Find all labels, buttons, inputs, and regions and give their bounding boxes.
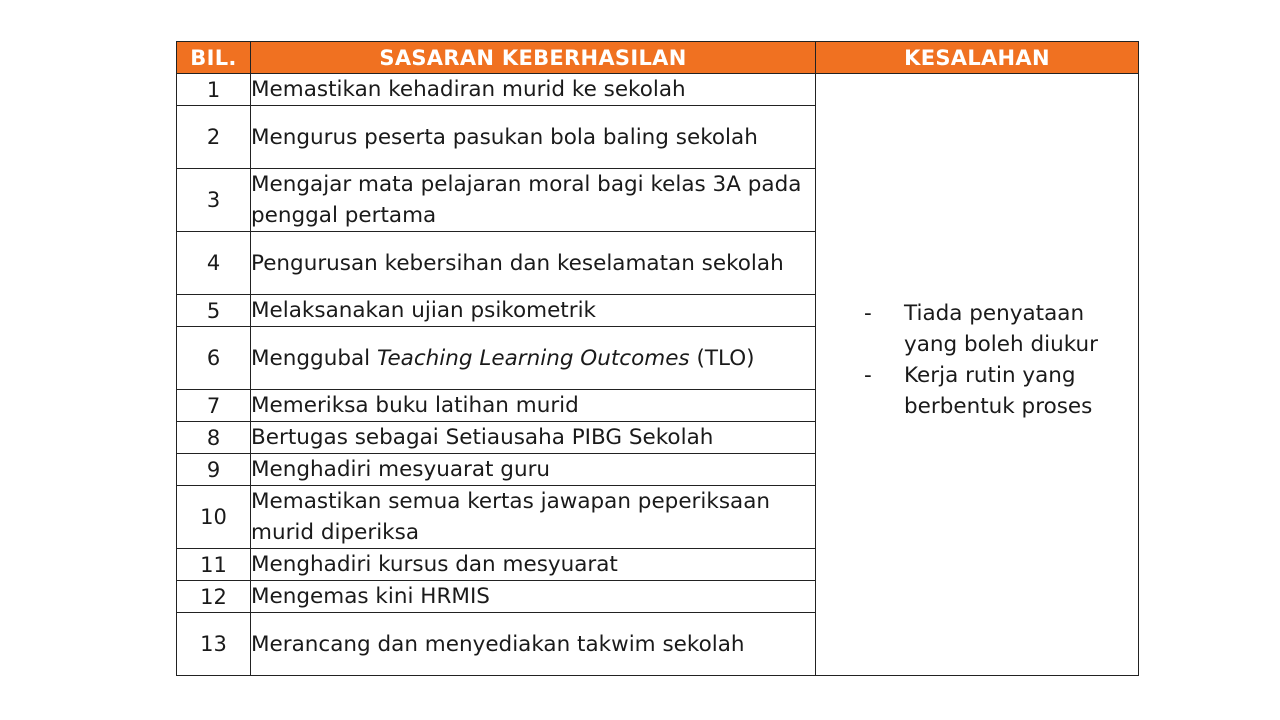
tlo-italic: Teaching Learning Outcomes: [376, 345, 690, 371]
error-list: [864, 298, 1124, 422]
tlo-suffix: (TLO): [689, 345, 755, 371]
row-target-text: Pengurusan kebersihan dan keselamatan sekolah: [251, 232, 816, 295]
row-target-text: Melaksanakan ujian psikometrik: [251, 295, 816, 327]
row-number: 9: [177, 454, 251, 486]
row-target-text: Bertugas sebagai Setiausaha PIBG Sekolah: [251, 422, 816, 454]
row-target-text: Menghadiri mesyuarat guru: [251, 454, 816, 486]
row-number: 2: [177, 106, 251, 169]
row-target-text: Mengemas kini HRMIS: [251, 581, 816, 613]
error-text: Tiada penyataan yang boleh diukur: [904, 301, 1098, 357]
error-item: [864, 360, 1124, 422]
tlo-prefix: Menggubal: [251, 345, 377, 371]
row-number: 8: [177, 422, 251, 454]
row-number: 1: [177, 74, 251, 106]
row-number: 5: [177, 295, 251, 327]
row-target-text: Memeriksa buku latihan murid: [251, 390, 816, 422]
target-table: [176, 41, 1139, 676]
error-dash: -: [864, 363, 872, 388]
error-item: [864, 298, 1124, 360]
row-target-text: Memastikan semua kertas jawapan peperiksaan murid diperiksa: [251, 486, 816, 549]
row-number: 7: [177, 390, 251, 422]
row-number: 4: [177, 232, 251, 295]
row-number: 12: [177, 581, 251, 613]
row-target-text: Memastikan kehadiran murid ke sekolah: [251, 74, 816, 106]
row-number: 10: [177, 486, 251, 549]
row-number: 11: [177, 549, 251, 581]
row-target-text: Menghadiri kursus dan mesyuarat: [251, 549, 816, 581]
table-header-row: [177, 42, 1139, 74]
header-error: KESALAHAN: [816, 42, 1139, 74]
row-target-text: Mengajar mata pelajaran moral bagi kelas 3A pada penggal pertama: [251, 169, 816, 232]
row-number: 6: [177, 327, 251, 390]
error-dash: -: [864, 301, 872, 326]
row-target-text: [251, 327, 816, 390]
row-target-text: Merancang dan menyediakan takwim sekolah: [251, 613, 816, 676]
table-row: [177, 74, 1139, 106]
row-target-text: Mengurus peserta pasukan bola baling sekolah: [251, 106, 816, 169]
error-text: Kerja rutin yang berbentuk proses: [904, 363, 1093, 419]
error-cell: [816, 74, 1139, 676]
header-target: SASARAN KEBERHASILAN: [251, 42, 816, 74]
row-number: 13: [177, 613, 251, 676]
header-number: BIL.: [177, 42, 251, 74]
row-number: 3: [177, 169, 251, 232]
